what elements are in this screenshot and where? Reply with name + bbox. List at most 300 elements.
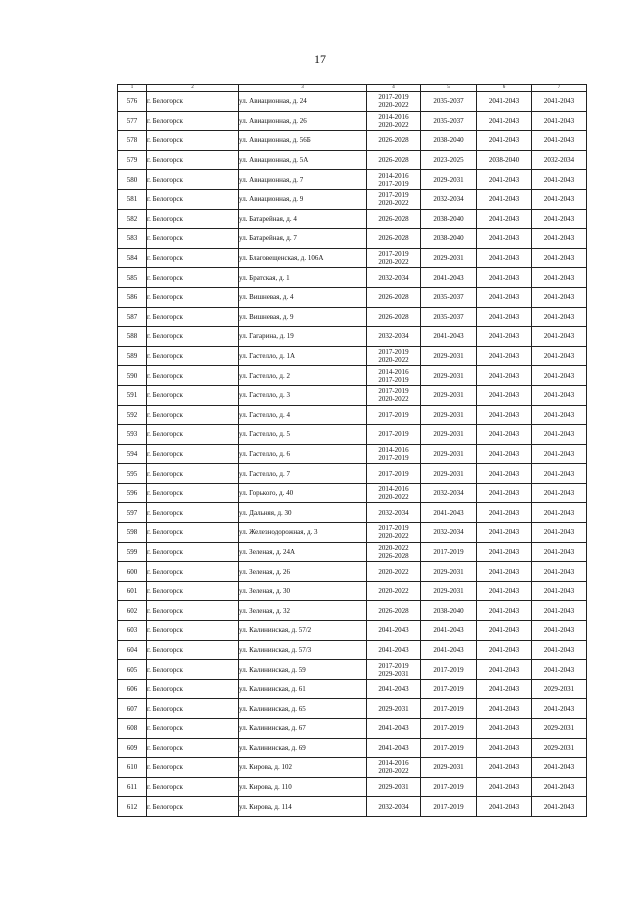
row-number: 584 (118, 248, 147, 268)
row-period-7: 2041-2043 (532, 523, 587, 543)
row-period-5: 2017-2019 (421, 679, 477, 699)
row-city: г. Белогорск (147, 797, 239, 817)
row-address: ул. Батарейная, д. 7 (239, 229, 367, 249)
row-period-6: 2041-2043 (477, 523, 532, 543)
row-period-6: 2038-2040 (477, 150, 532, 170)
row-period-4 (367, 523, 421, 543)
row-address: ул. Гастелло, д. 3 (239, 385, 367, 405)
row-address: ул. Авиационная, д. 24 (239, 92, 367, 112)
row-city: г. Белогорск (147, 150, 239, 170)
row-number: 590 (118, 366, 147, 386)
period-line: 2017-2019 (378, 191, 409, 200)
period-line: 2020-2022 (378, 395, 409, 404)
row-period-4 (367, 189, 421, 209)
table-row (118, 719, 587, 739)
row-number: 609 (118, 738, 147, 758)
row-period-4: 2032-2034 (367, 503, 421, 523)
row-number: 589 (118, 346, 147, 366)
row-period-6: 2041-2043 (477, 268, 532, 288)
row-period-5: 2035-2037 (421, 307, 477, 327)
row-address: ул. Авиационная, д. 56Б (239, 131, 367, 151)
row-city: г. Белогорск (147, 542, 239, 562)
row-period-4 (367, 542, 421, 562)
period-line: 2014-2016 (378, 112, 409, 121)
row-period-5: 2038-2040 (421, 131, 477, 151)
row-period-5: 2029-2031 (421, 581, 477, 601)
row-period-5: 2032-2034 (421, 189, 477, 209)
period-line: 2020-2022 (378, 767, 409, 776)
table-row (118, 189, 587, 209)
row-period-7: 2041-2043 (532, 346, 587, 366)
row-city: г. Белогорск (147, 758, 239, 778)
row-city: г. Белогорск (147, 581, 239, 601)
row-period-7: 2041-2043 (532, 327, 587, 347)
row-period-7: 2041-2043 (532, 444, 587, 464)
row-number: 578 (118, 131, 147, 151)
period-line: 2017-2019 (378, 524, 409, 533)
row-period-7: 2032-2034 (532, 150, 587, 170)
row-period-6: 2041-2043 (477, 542, 532, 562)
row-period-5: 2017-2019 (421, 542, 477, 562)
row-period-4: 2041-2043 (367, 679, 421, 699)
row-number: 593 (118, 425, 147, 445)
period-line: 2017-2019 (378, 661, 409, 670)
table-row (118, 797, 587, 817)
header-cell-1: 1 (118, 85, 147, 92)
row-period-4: 2026-2028 (367, 601, 421, 621)
row-period-7: 2041-2043 (532, 92, 587, 112)
row-address: ул. Гастелло, д. 1А (239, 346, 367, 366)
period-line: 2029-2031 (378, 669, 409, 678)
table-row (118, 640, 587, 660)
row-number: 581 (118, 189, 147, 209)
row-number: 611 (118, 777, 147, 797)
row-city: г. Белогорск (147, 523, 239, 543)
row-period-4: 2032-2034 (367, 797, 421, 817)
row-number: 602 (118, 601, 147, 621)
row-period-7: 2029-2031 (532, 738, 587, 758)
row-period-4: 2020-2022 (367, 581, 421, 601)
row-period-6: 2041-2043 (477, 307, 532, 327)
period-line: 2017-2019 (378, 375, 409, 384)
row-period-4: 2041-2043 (367, 719, 421, 739)
row-number: 598 (118, 523, 147, 543)
row-period-5: 2035-2037 (421, 111, 477, 131)
row-city: г. Белогорск (147, 111, 239, 131)
row-period-4: 2017-2019 (367, 405, 421, 425)
row-period-7: 2041-2043 (532, 797, 587, 817)
row-address: ул. Зеленая, д. 24А (239, 542, 367, 562)
row-period-5: 2029-2031 (421, 464, 477, 484)
row-address: ул. Гастелло, д. 6 (239, 444, 367, 464)
row-period-4: 2041-2043 (367, 621, 421, 641)
row-period-4 (367, 483, 421, 503)
row-period-7: 2041-2043 (532, 581, 587, 601)
row-period-6: 2041-2043 (477, 366, 532, 386)
table-row (118, 738, 587, 758)
row-number: 576 (118, 92, 147, 112)
row-address: ул. Батарейная, д. 4 (239, 209, 367, 229)
row-address: ул. Калининская, д. 57/3 (239, 640, 367, 660)
row-address: ул. Зеленая, д. 26 (239, 562, 367, 582)
row-period-5: 2032-2034 (421, 483, 477, 503)
row-period-6: 2041-2043 (477, 621, 532, 641)
row-city: г. Белогорск (147, 679, 239, 699)
row-period-5: 2038-2040 (421, 601, 477, 621)
row-address: ул. Благовещенская, д. 106А (239, 248, 367, 268)
row-period-5: 2029-2031 (421, 346, 477, 366)
period-line: 2014-2016 (378, 759, 409, 768)
row-period-5: 2035-2037 (421, 92, 477, 112)
row-period-6: 2041-2043 (477, 248, 532, 268)
row-address: ул. Гастелло, д. 7 (239, 464, 367, 484)
row-number: 605 (118, 660, 147, 680)
row-period-6: 2041-2043 (477, 777, 532, 797)
row-period-6: 2041-2043 (477, 425, 532, 445)
row-period-7: 2041-2043 (532, 189, 587, 209)
row-period-5: 2029-2031 (421, 444, 477, 464)
period-line: 2020-2022 (378, 543, 409, 552)
period-line: 2020-2022 (378, 120, 409, 129)
row-period-6: 2041-2043 (477, 679, 532, 699)
table-row (118, 503, 587, 523)
row-period-5: 2041-2043 (421, 327, 477, 347)
row-city: г. Белогорск (147, 425, 239, 445)
table-row (118, 385, 587, 405)
row-period-6: 2041-2043 (477, 699, 532, 719)
row-address: ул. Дальняя, д. 30 (239, 503, 367, 523)
row-period-5: 2017-2019 (421, 719, 477, 739)
row-city: г. Белогорск (147, 699, 239, 719)
row-period-6: 2041-2043 (477, 660, 532, 680)
row-city: г. Белогорск (147, 229, 239, 249)
row-city: г. Белогорск (147, 562, 239, 582)
period-line: 2017-2019 (378, 250, 409, 259)
row-period-6: 2041-2043 (477, 209, 532, 229)
row-period-7: 2041-2043 (532, 405, 587, 425)
row-number: 587 (118, 307, 147, 327)
row-period-7: 2041-2043 (532, 229, 587, 249)
table-row (118, 366, 587, 386)
row-city: г. Белогорск (147, 503, 239, 523)
row-address: ул. Вишневая, д. 4 (239, 287, 367, 307)
row-number: 596 (118, 483, 147, 503)
row-period-5: 2035-2037 (421, 287, 477, 307)
period-line: 2017-2019 (378, 179, 409, 188)
header-cell-3: 3 (239, 85, 367, 92)
row-period-7: 2041-2043 (532, 209, 587, 229)
row-period-5: 2017-2019 (421, 699, 477, 719)
row-number: 583 (118, 229, 147, 249)
row-period-5: 2032-2034 (421, 523, 477, 543)
table-row (118, 621, 587, 641)
header-cell-7: 7 (532, 85, 587, 92)
row-period-4 (367, 111, 421, 131)
row-address: ул. Калининская, д. 67 (239, 719, 367, 739)
row-period-4: 2032-2034 (367, 268, 421, 288)
row-period-6: 2041-2043 (477, 327, 532, 347)
row-address: ул. Зеленая, д. 30 (239, 581, 367, 601)
row-number: 594 (118, 444, 147, 464)
row-city: г. Белогорск (147, 719, 239, 739)
row-number: 582 (118, 209, 147, 229)
table-row (118, 660, 587, 680)
row-period-4: 2029-2031 (367, 777, 421, 797)
period-line: 2020-2022 (378, 258, 409, 267)
table-row (118, 542, 587, 562)
period-line: 2017-2019 (378, 453, 409, 462)
row-period-5: 2029-2031 (421, 562, 477, 582)
row-period-6: 2041-2043 (477, 111, 532, 131)
row-period-5: 2038-2040 (421, 229, 477, 249)
row-period-7: 2029-2031 (532, 679, 587, 699)
row-period-6: 2041-2043 (477, 189, 532, 209)
table-row (118, 92, 587, 112)
row-period-7: 2041-2043 (532, 366, 587, 386)
row-address: ул. Кирова, д. 114 (239, 797, 367, 817)
table-row (118, 523, 587, 543)
row-period-6: 2041-2043 (477, 464, 532, 484)
row-number: 595 (118, 464, 147, 484)
row-address: ул. Авиационная, д. 26 (239, 111, 367, 131)
row-period-6: 2041-2043 (477, 483, 532, 503)
row-period-6: 2041-2043 (477, 738, 532, 758)
row-period-7: 2041-2043 (532, 699, 587, 719)
row-period-5: 2029-2031 (421, 425, 477, 445)
row-period-7: 2041-2043 (532, 170, 587, 190)
row-period-7: 2041-2043 (532, 758, 587, 778)
period-line: 2026-2028 (378, 551, 409, 560)
row-period-5: 2029-2031 (421, 248, 477, 268)
row-period-5: 2017-2019 (421, 738, 477, 758)
row-city: г. Белогорск (147, 385, 239, 405)
row-address: ул. Авиационная, д. 7 (239, 170, 367, 190)
row-period-5: 2041-2043 (421, 503, 477, 523)
table-row (118, 131, 587, 151)
row-address: ул. Калининская, д. 57/2 (239, 621, 367, 641)
row-period-4 (367, 758, 421, 778)
table-row (118, 327, 587, 347)
row-number: 607 (118, 699, 147, 719)
row-city: г. Белогорск (147, 287, 239, 307)
table-body (118, 92, 587, 817)
row-period-5: 2041-2043 (421, 621, 477, 641)
row-period-6: 2041-2043 (477, 405, 532, 425)
row-period-5: 2029-2031 (421, 170, 477, 190)
row-city: г. Белогорск (147, 307, 239, 327)
row-period-5: 2029-2031 (421, 385, 477, 405)
row-city: г. Белогорск (147, 92, 239, 112)
row-address: ул. Кирова, д. 110 (239, 777, 367, 797)
row-period-7: 2041-2043 (532, 307, 587, 327)
row-city: г. Белогорск (147, 483, 239, 503)
row-city: г. Белогорск (147, 327, 239, 347)
row-number: 586 (118, 287, 147, 307)
row-period-4: 2026-2028 (367, 131, 421, 151)
row-period-4 (367, 346, 421, 366)
row-period-5: 2017-2019 (421, 777, 477, 797)
row-city: г. Белогорск (147, 248, 239, 268)
row-period-4: 2026-2028 (367, 287, 421, 307)
row-period-6: 2041-2043 (477, 503, 532, 523)
row-address: ул. Гастелло, д. 2 (239, 366, 367, 386)
row-period-7: 2029-2031 (532, 719, 587, 739)
header-cell-5: 5 (421, 85, 477, 92)
row-address: ул. Гагарина, д. 19 (239, 327, 367, 347)
row-city: г. Белогорск (147, 209, 239, 229)
table-row (118, 601, 587, 621)
row-period-5: 2029-2031 (421, 405, 477, 425)
table-row (118, 229, 587, 249)
row-number: 608 (118, 719, 147, 739)
row-period-7: 2041-2043 (532, 111, 587, 131)
row-period-7: 2041-2043 (532, 131, 587, 151)
row-number: 592 (118, 405, 147, 425)
period-line: 2017-2019 (378, 93, 409, 102)
row-period-7: 2041-2043 (532, 640, 587, 660)
row-number: 603 (118, 621, 147, 641)
table-row (118, 150, 587, 170)
row-period-6: 2041-2043 (477, 385, 532, 405)
row-period-7: 2041-2043 (532, 287, 587, 307)
table-row (118, 268, 587, 288)
row-address: ул. Гастелло, д. 4 (239, 405, 367, 425)
row-number: 601 (118, 581, 147, 601)
row-period-6: 2041-2043 (477, 797, 532, 817)
row-period-7: 2041-2043 (532, 268, 587, 288)
period-line: 2020-2022 (378, 199, 409, 208)
row-city: г. Белогорск (147, 268, 239, 288)
row-period-7: 2041-2043 (532, 777, 587, 797)
period-line: 2014-2016 (378, 171, 409, 180)
row-period-6: 2041-2043 (477, 229, 532, 249)
row-city: г. Белогорск (147, 660, 239, 680)
row-period-6: 2041-2043 (477, 719, 532, 739)
row-number: 591 (118, 385, 147, 405)
row-city: г. Белогорск (147, 601, 239, 621)
row-number: 585 (118, 268, 147, 288)
row-number: 577 (118, 111, 147, 131)
row-city: г. Белогорск (147, 640, 239, 660)
row-period-6: 2041-2043 (477, 562, 532, 582)
row-period-4: 2026-2028 (367, 229, 421, 249)
row-period-5: 2029-2031 (421, 366, 477, 386)
row-city: г. Белогорск (147, 405, 239, 425)
table-row (118, 562, 587, 582)
row-number: 580 (118, 170, 147, 190)
row-period-7: 2041-2043 (532, 483, 587, 503)
row-period-4 (367, 444, 421, 464)
row-period-4 (367, 170, 421, 190)
row-period-5: 2017-2019 (421, 660, 477, 680)
row-address: ул. Гастелло, д. 5 (239, 425, 367, 445)
row-period-4 (367, 92, 421, 112)
table-row (118, 287, 587, 307)
row-period-4: 2041-2043 (367, 738, 421, 758)
row-address: ул. Вишневая, д. 9 (239, 307, 367, 327)
row-period-5: 2029-2031 (421, 758, 477, 778)
row-period-4: 2017-2019 (367, 464, 421, 484)
row-period-7: 2041-2043 (532, 601, 587, 621)
row-number: 606 (118, 679, 147, 699)
period-line: 2014-2016 (378, 367, 409, 376)
row-city: г. Белогорск (147, 444, 239, 464)
table-row (118, 209, 587, 229)
table-row (118, 464, 587, 484)
row-city: г. Белогорск (147, 189, 239, 209)
table-row (118, 425, 587, 445)
row-city: г. Белогорск (147, 346, 239, 366)
row-address: ул. Братская, д. 1 (239, 268, 367, 288)
row-address: ул. Авиационная, д. 9 (239, 189, 367, 209)
row-period-6: 2041-2043 (477, 346, 532, 366)
row-period-6: 2041-2043 (477, 640, 532, 660)
row-period-5: 2017-2019 (421, 797, 477, 817)
row-city: г. Белогорск (147, 464, 239, 484)
row-number: 588 (118, 327, 147, 347)
table-row (118, 679, 587, 699)
row-period-4 (367, 248, 421, 268)
row-period-6: 2041-2043 (477, 758, 532, 778)
header-row (118, 85, 587, 92)
table-row (118, 758, 587, 778)
row-period-7: 2041-2043 (532, 562, 587, 582)
row-period-7: 2041-2043 (532, 385, 587, 405)
table-row (118, 581, 587, 601)
row-period-4: 2029-2031 (367, 699, 421, 719)
row-address: ул. Калининская, д. 65 (239, 699, 367, 719)
period-line: 2017-2019 (378, 387, 409, 396)
row-period-5: 2041-2043 (421, 268, 477, 288)
table-row (118, 346, 587, 366)
row-city: г. Белогорск (147, 170, 239, 190)
row-address: ул. Калининская, д. 61 (239, 679, 367, 699)
row-period-5: 2041-2043 (421, 640, 477, 660)
row-period-4: 2026-2028 (367, 150, 421, 170)
row-period-7: 2041-2043 (532, 542, 587, 562)
header-cell-2: 2 (147, 85, 239, 92)
table-row (118, 405, 587, 425)
period-line: 2020-2022 (378, 493, 409, 502)
row-number: 610 (118, 758, 147, 778)
row-period-6: 2041-2043 (477, 287, 532, 307)
row-period-6: 2041-2043 (477, 92, 532, 112)
row-period-7: 2041-2043 (532, 660, 587, 680)
row-period-6: 2041-2043 (477, 170, 532, 190)
table-row (118, 444, 587, 464)
row-address: ул. Железнодорожная, д. 3 (239, 523, 367, 543)
period-line: 2014-2016 (378, 485, 409, 494)
row-number: 612 (118, 797, 147, 817)
row-period-5: 2038-2040 (421, 209, 477, 229)
table-row (118, 248, 587, 268)
row-address: ул. Калининская, д. 59 (239, 660, 367, 680)
row-period-4: 2032-2034 (367, 327, 421, 347)
header-cell-4: 4 (367, 85, 421, 92)
row-period-7: 2041-2043 (532, 248, 587, 268)
row-period-7: 2041-2043 (532, 503, 587, 523)
table-row (118, 777, 587, 797)
page-number: 17 (314, 52, 326, 66)
period-line: 2017-2019 (378, 348, 409, 357)
row-city: г. Белогорск (147, 621, 239, 641)
row-number: 599 (118, 542, 147, 562)
schedule-table (117, 84, 587, 817)
row-address: ул. Авиационная, д. 5А (239, 150, 367, 170)
row-address: ул. Горького, д. 40 (239, 483, 367, 503)
period-line: 2014-2016 (378, 445, 409, 454)
row-number: 597 (118, 503, 147, 523)
